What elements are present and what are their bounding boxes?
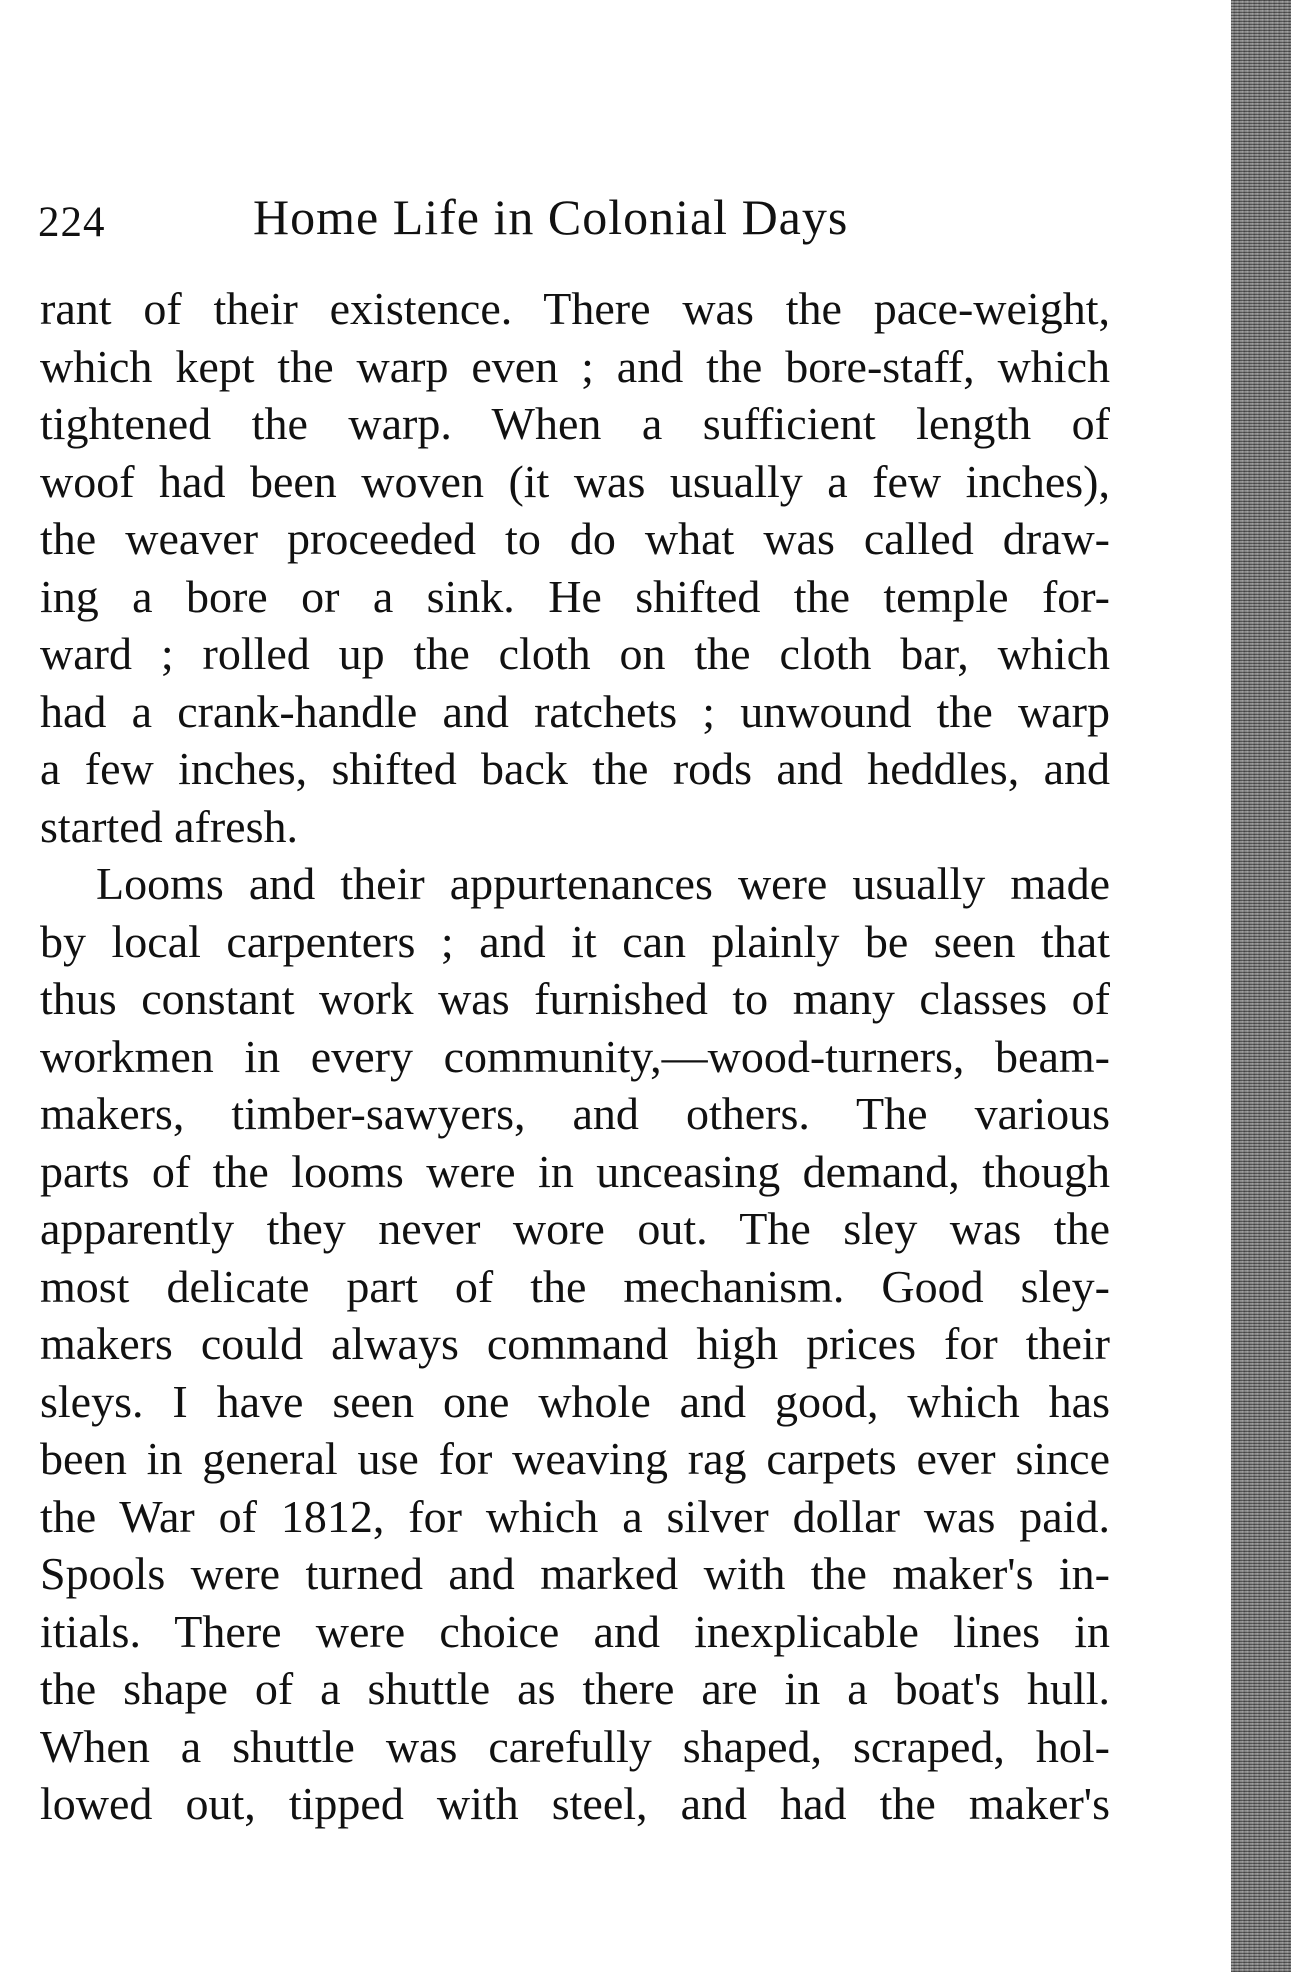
text-line: makers, timber-sawyers, and others. The various <box>40 1088 1110 1139</box>
text-line: apparently they never wore out. The sley was the <box>40 1203 1110 1254</box>
text-line: ward ; rolled up the cloth on the cloth bar, which <box>40 628 1110 679</box>
text-line: parts of the looms were in unceasing demand, though <box>40 1145 1110 1197</box>
text-line: thus constant work was furnished to many classes of <box>40 973 1110 1024</box>
text-line: a few inches, shifted back the rods and heddles, and <box>40 743 1110 794</box>
page-header <box>38 188 938 248</box>
text-line: the weaver proceeded to do what was called draw- <box>40 513 1110 564</box>
text-line: rant of their existence. There was the pace-weight, <box>40 283 1110 334</box>
paragraph-start-line: Looms and their appurtenances were usually made <box>96 858 1110 909</box>
running-title: Home Life in Colonial Days <box>253 189 849 245</box>
text-line: workmen in every community,—wood-turners, beam- <box>40 1030 1110 1082</box>
text-line: the War of 1812, for which a silver dollar was paid. <box>40 1490 1110 1542</box>
text-line: which kept the warp even ; and the bore-staff, which <box>40 340 1110 392</box>
scanned-page-edge <box>1231 0 1291 1972</box>
text-line: sleys. I have seen one whole and good, which has <box>40 1375 1110 1427</box>
text-line: had a crank-handle and ratchets ; unwound the warp <box>40 685 1110 737</box>
text-line: started afresh. <box>40 800 298 852</box>
text-line: itials. There were choice and inexplicable lines in <box>40 1605 1110 1657</box>
text-line: makers could always command high prices for their <box>40 1318 1110 1369</box>
text-line: by local carpenters ; and it can plainly be seen that <box>40 915 1110 967</box>
text-line: ing a bore or a sink. He shifted the temple for- <box>40 570 1110 622</box>
text-line: most delicate part of the mechanism. Good sley- <box>40 1260 1110 1312</box>
text-line: When a shuttle was carefully shaped, scraped, hol- <box>40 1720 1110 1772</box>
text-line: been in general use for weaving rag carpets ever since <box>40 1433 1110 1484</box>
text-line: tightened the warp. When a sufficient length of <box>40 398 1110 449</box>
text-line: Spools were turned and marked with the maker's in- <box>40 1548 1110 1599</box>
text-line: the shape of a shuttle as there are in a boat's hull. <box>40 1663 1110 1714</box>
body-text <box>40 280 1110 1833</box>
page-number: 224 <box>38 199 106 246</box>
text-line: woof had been woven (it was usually a few inches), <box>40 455 1110 507</box>
text-line: lowed out, tipped with steel, and had the maker's <box>40 1778 1110 1829</box>
